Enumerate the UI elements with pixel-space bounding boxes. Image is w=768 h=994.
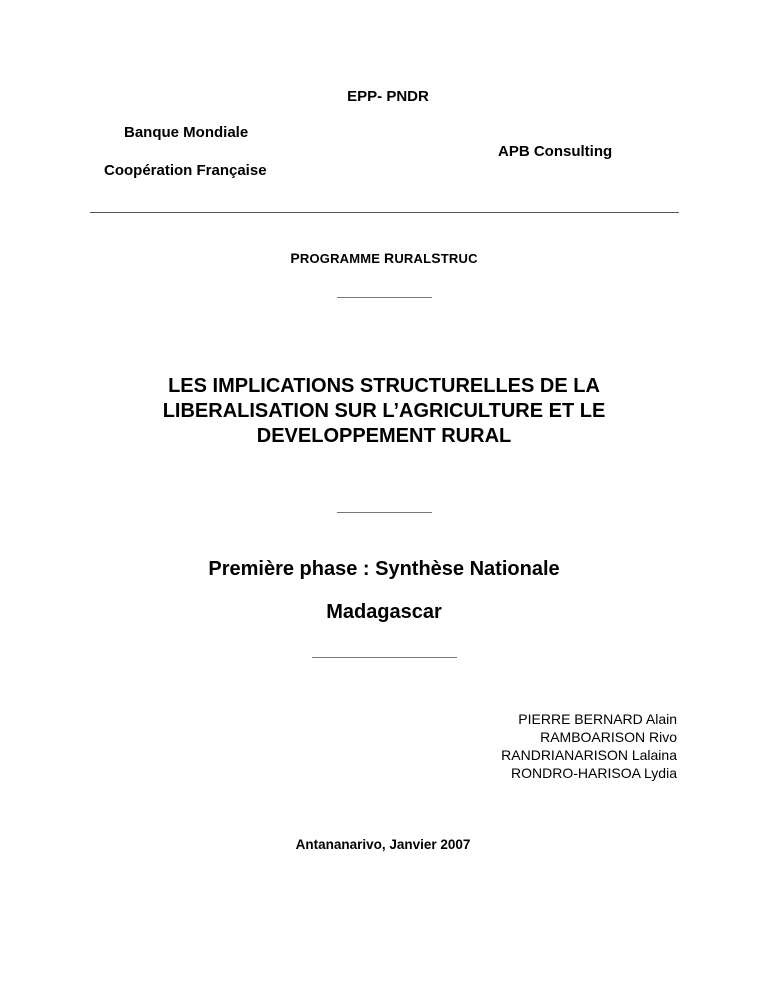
short-divider-2 [337, 512, 432, 513]
title-line-2: LIBERALISATION SUR L’AGRICULTURE ET LE [162, 400, 606, 422]
country: Madagascar [326, 601, 442, 623]
project-code: EPP- PNDR [347, 88, 429, 105]
program-word-1-initial: P [290, 250, 300, 266]
short-divider-1 [337, 297, 432, 298]
main-title [84, 374, 684, 449]
author-1: PIERRE BERNARD Alain [518, 711, 677, 727]
title-line-3: DEVELOPPEMENT RURAL [256, 425, 512, 447]
author-3: RANDRIANARISON Lalaina [501, 747, 677, 763]
authors-list [501, 710, 677, 782]
funder-world-bank: Banque Mondiale [124, 124, 249, 141]
place-date: Antananarivo, Janvier 2007 [295, 837, 471, 852]
short-divider-3 [312, 657, 457, 658]
funder-cooperation: Coopération Française [104, 162, 267, 179]
title-line-1: LES IMPLICATIONS STRUCTURELLES DE LA [168, 375, 600, 397]
author-4: RONDRO-HARISOA Lydia [511, 765, 677, 781]
consultant-name: APB Consulting [498, 143, 613, 160]
program-word-2-initial: R [384, 250, 395, 266]
program-word-3-initial: S [431, 250, 441, 266]
subtitle: Première phase : Synthèse Nationale [208, 558, 560, 580]
program-word-3-rest: TRUC [440, 251, 478, 266]
program-name [0, 250, 768, 266]
author-2: RAMBOARISON Rivo [540, 729, 677, 745]
program-word-1-rest: ROGRAMME [299, 251, 381, 266]
header-divider [90, 212, 679, 213]
program-word-2-rest: URAL [394, 251, 432, 266]
